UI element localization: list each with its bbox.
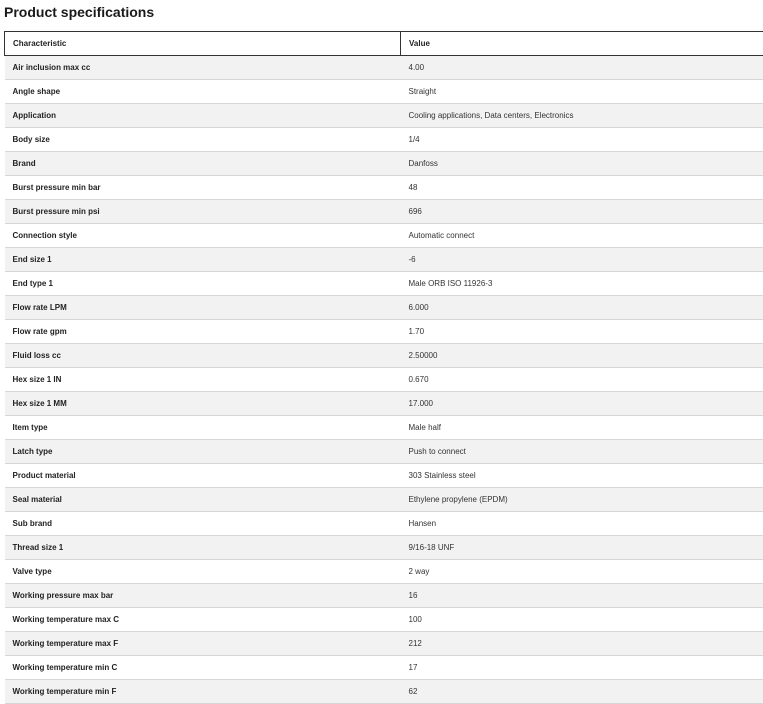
characteristic-cell: Item type (5, 416, 401, 440)
characteristic-cell: Valve type (5, 560, 401, 584)
table-row (5, 488, 763, 512)
column-header-value: Value (401, 32, 763, 56)
characteristic-cell: Seal material (5, 488, 401, 512)
table-row (5, 416, 763, 440)
characteristic-cell: Air inclusion max cc (5, 56, 401, 80)
value-cell: Male ORB ISO 11926-3 (401, 272, 763, 296)
value-cell: 303 Stainless steel (401, 464, 763, 488)
table-row (5, 56, 763, 80)
value-cell: -6 (401, 248, 763, 272)
table-row (5, 128, 763, 152)
value-cell: 9/16-18 UNF (401, 536, 763, 560)
value-cell: 2 way (401, 560, 763, 584)
value-cell: 0.670 (401, 368, 763, 392)
table-row (5, 440, 763, 464)
value-cell: 1.70 (401, 320, 763, 344)
table-row (5, 560, 763, 584)
value-cell: 62 (401, 680, 763, 704)
value-cell: Straight (401, 80, 763, 104)
value-cell: Automatic connect (401, 224, 763, 248)
table-row (5, 176, 763, 200)
value-cell: 48 (401, 176, 763, 200)
table-row (5, 536, 763, 560)
table-body (5, 56, 763, 704)
characteristic-cell: Working temperature max C (5, 608, 401, 632)
characteristic-cell: Fluid loss cc (5, 344, 401, 368)
value-cell: 212 (401, 632, 763, 656)
table-row (5, 104, 763, 128)
characteristic-cell: End type 1 (5, 272, 401, 296)
table-row (5, 680, 763, 704)
table-row (5, 224, 763, 248)
characteristic-cell: Burst pressure min psi (5, 200, 401, 224)
characteristic-cell: Working temperature min C (5, 656, 401, 680)
characteristic-cell: Latch type (5, 440, 401, 464)
table-row (5, 296, 763, 320)
value-cell: 100 (401, 608, 763, 632)
value-cell: Hansen (401, 512, 763, 536)
table-row (5, 248, 763, 272)
value-cell: 2.50000 (401, 344, 763, 368)
table-row (5, 464, 763, 488)
characteristic-cell: Working temperature min F (5, 680, 401, 704)
table-header-row (5, 32, 763, 56)
table-row (5, 320, 763, 344)
value-cell: 6.000 (401, 296, 763, 320)
table-row (5, 368, 763, 392)
value-cell: 696 (401, 200, 763, 224)
characteristic-cell: Working pressure max bar (5, 584, 401, 608)
table-row (5, 152, 763, 176)
spec-table (4, 31, 763, 704)
value-cell: Danfoss (401, 152, 763, 176)
characteristic-cell: Burst pressure min bar (5, 176, 401, 200)
page-title: Product specifications (4, 4, 155, 20)
value-cell: Male half (401, 416, 763, 440)
value-cell: Push to connect (401, 440, 763, 464)
characteristic-cell: End size 1 (5, 248, 401, 272)
value-cell: 1/4 (401, 128, 763, 152)
characteristic-cell: Flow rate LPM (5, 296, 401, 320)
characteristic-cell: Hex size 1 IN (5, 368, 401, 392)
characteristic-cell: Application (5, 104, 401, 128)
characteristic-cell: Product material (5, 464, 401, 488)
value-cell: 17.000 (401, 392, 763, 416)
table-row (5, 632, 763, 656)
table-row (5, 344, 763, 368)
table-row (5, 272, 763, 296)
characteristic-cell: Body size (5, 128, 401, 152)
characteristic-cell: Working temperature max F (5, 632, 401, 656)
table-row (5, 200, 763, 224)
characteristic-cell: Connection style (5, 224, 401, 248)
value-cell: 17 (401, 656, 763, 680)
table-row (5, 80, 763, 104)
characteristic-cell: Brand (5, 152, 401, 176)
characteristic-cell: Hex size 1 MM (5, 392, 401, 416)
value-cell: 16 (401, 584, 763, 608)
table-row (5, 392, 763, 416)
table-row (5, 512, 763, 536)
table-row (5, 656, 763, 680)
value-cell: Cooling applications, Data centers, Electronics (401, 104, 763, 128)
column-header-characteristic: Characteristic (5, 32, 401, 56)
value-cell: 4.00 (401, 56, 763, 80)
value-cell: Ethylene propylene (EPDM) (401, 488, 763, 512)
table-row (5, 608, 763, 632)
table-row (5, 584, 763, 608)
characteristic-cell: Angle shape (5, 80, 401, 104)
characteristic-cell: Flow rate gpm (5, 320, 401, 344)
characteristic-cell: Thread size 1 (5, 536, 401, 560)
characteristic-cell: Sub brand (5, 512, 401, 536)
